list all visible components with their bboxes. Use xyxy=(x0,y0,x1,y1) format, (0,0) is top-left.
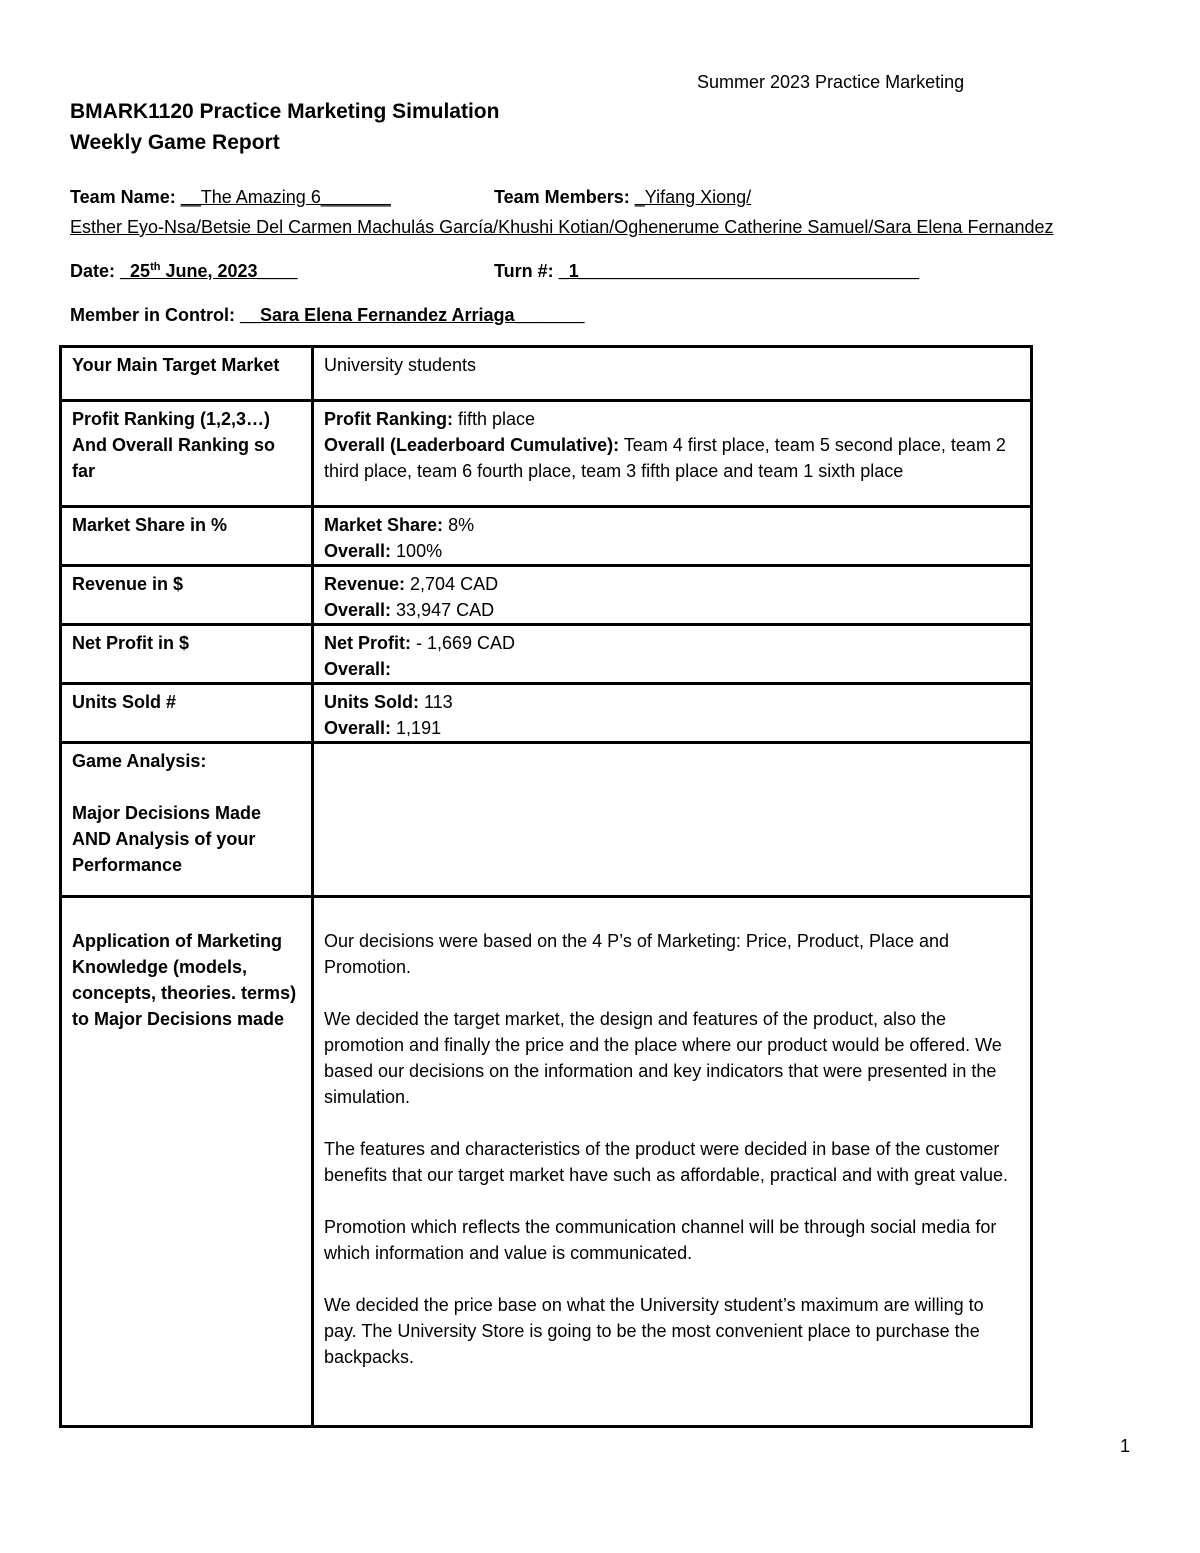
date-line xyxy=(70,261,298,282)
row-value: University students xyxy=(313,347,1032,401)
table-row xyxy=(61,743,1032,897)
paragraph: The features and characteristics of the product were decided in base of the customer benefits that our target market have such as affordable, practical and with great value. xyxy=(324,1139,1009,1185)
turn-label: Turn #: xyxy=(494,261,554,281)
row-label: Units Sold # xyxy=(61,684,313,743)
table-row xyxy=(61,347,1032,401)
team-name-label: Team Name: xyxy=(70,187,176,207)
date-value: _25th June, 2023____ xyxy=(120,261,298,281)
table-row xyxy=(61,401,1032,507)
row-label: Net Profit in $ xyxy=(61,625,313,684)
team-members-label: Team Members: xyxy=(494,187,630,207)
row-value xyxy=(313,897,1032,1427)
paragraph: We decided the target market, the design and features of the product, also the promotion and finally the price and the place where our product would be offered. We based our decisions on the information and key indicators that were presented in the simulation. xyxy=(324,1009,1002,1107)
table-row xyxy=(61,566,1032,625)
running-header: Summer 2023 Practice Marketing xyxy=(697,72,965,92)
report-table xyxy=(59,345,1033,1428)
paragraph: Promotion which reflects the communication channel will be through social media for which information and value is communicated. xyxy=(324,1217,997,1263)
member-control-line xyxy=(70,305,585,326)
page-number: 1 xyxy=(1120,1436,1131,1456)
date-label: Date: xyxy=(70,261,116,281)
row-value: Market Share: 8% Overall: 100% xyxy=(313,507,1032,566)
row-value: Revenue: 2,704 CAD Overall: 33,947 CAD xyxy=(313,566,1032,625)
row-value xyxy=(313,743,1032,897)
team-name-value: __The Amazing 6_______ xyxy=(180,187,391,207)
paragraph: Our decisions were based on the 4 P’s of Marketing: Price, Product, Place and Promotion. xyxy=(324,931,949,977)
row-value: Profit Ranking: fifth place Overall (Leaderboard Cumulative): Team 4 first place, team 5 second place, team 2 third place, team 6 fourth place, team 3 fifth place and team 1 sixth place xyxy=(313,401,1032,507)
turn-line xyxy=(494,261,919,282)
members-list: Esther Eyo-Nsa/Betsie Del Carmen Machulás García/Khushi Kotian/Oghenerume Catherine Samuel/Sara Elena Fernandez xyxy=(70,217,1054,237)
row-label: Application of Marketing Knowledge (models, concepts, theories. terms) to Major Decisions made xyxy=(61,897,313,1427)
team-members-line xyxy=(494,187,751,208)
row-value: Units Sold: 113 Overall: 1,191 xyxy=(313,684,1032,743)
member-control-value: __Sara Elena Fernandez Arriaga_______ xyxy=(240,305,585,325)
report-title: BMARK1120 Practice Marketing Simulation xyxy=(70,100,500,123)
row-value: Net Profit: - 1,669 CAD Overall: xyxy=(313,625,1032,684)
team-line xyxy=(70,187,391,208)
row-label: Revenue in $ xyxy=(61,566,313,625)
report-subtitle: Weekly Game Report xyxy=(70,131,280,154)
table-row xyxy=(61,625,1032,684)
row-label: Game Analysis: Major Decisions Made AND Analysis of your Performance xyxy=(61,743,313,897)
team-members-value: _Yifang Xiong/ xyxy=(634,187,752,207)
table-row xyxy=(61,684,1032,743)
member-control-label: Member in Control: xyxy=(70,305,235,325)
table-row xyxy=(61,897,1032,1427)
table-row xyxy=(61,507,1032,566)
turn-value: _1__________________________________ xyxy=(558,261,920,281)
row-label: Your Main Target Market xyxy=(61,347,313,401)
row-label: Market Share in % xyxy=(61,507,313,566)
row-label: Profit Ranking (1,2,3…) And Overall Ranking so far xyxy=(61,401,313,507)
paragraph: We decided the price base on what the University student’s maximum are willing to pay. The University Store is going to be the most convenient place to purchase the backpacks. xyxy=(324,1295,984,1367)
